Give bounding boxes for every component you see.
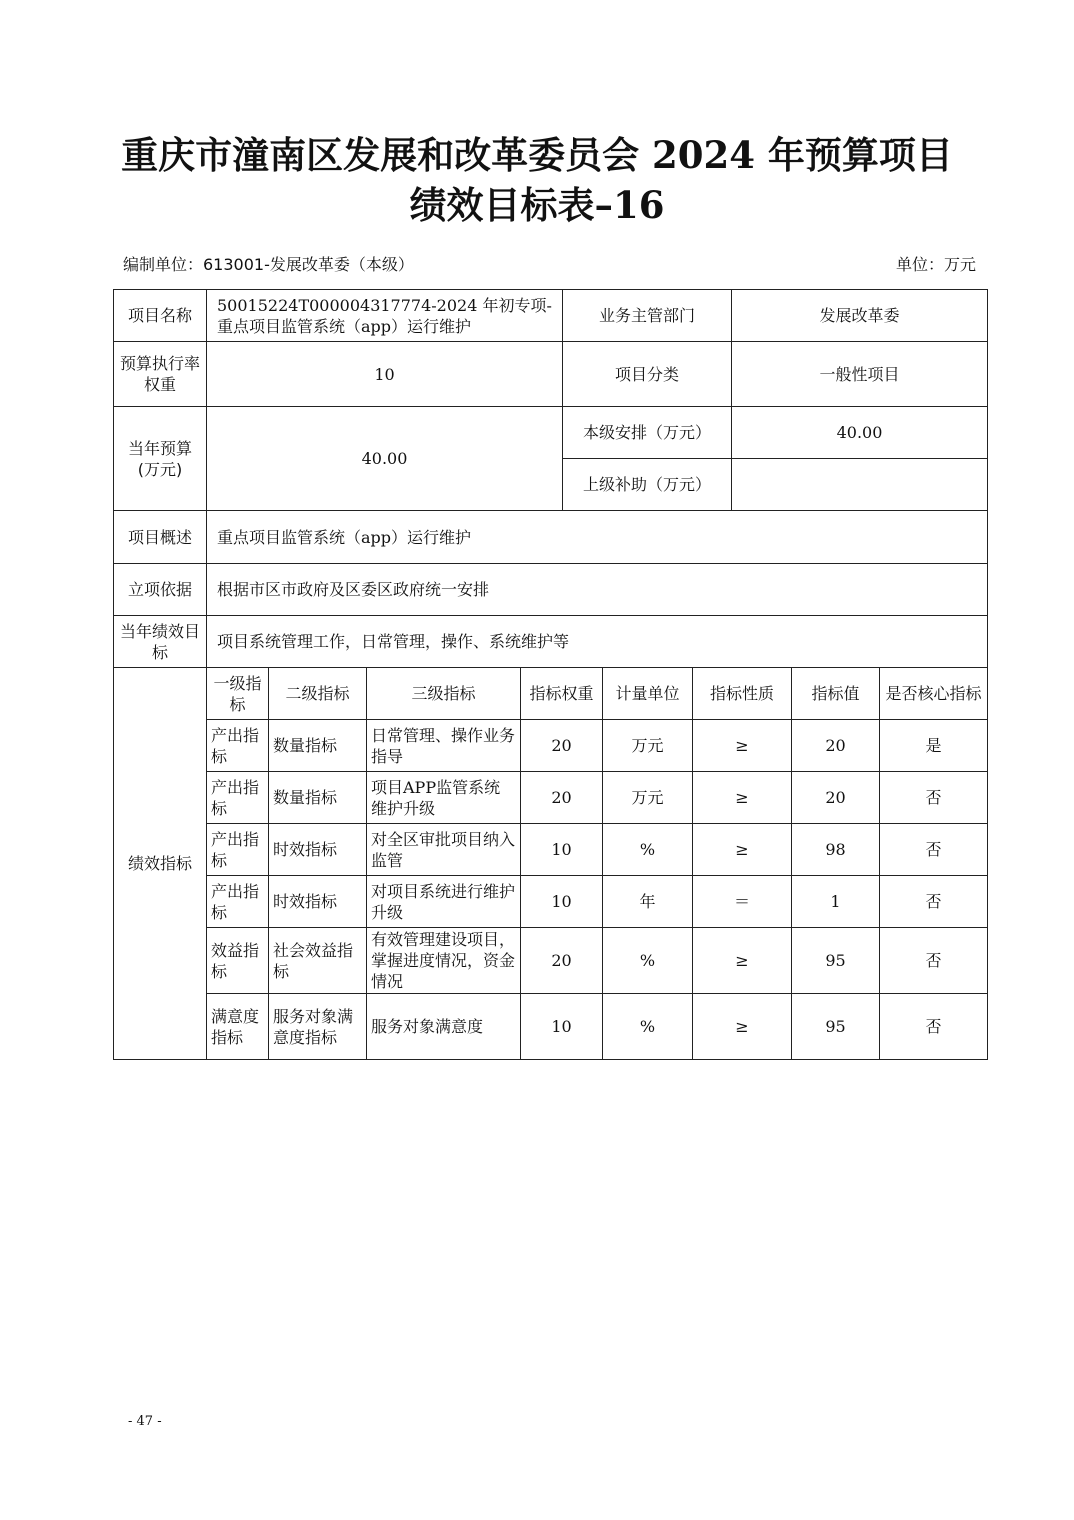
indicator-cell: % [603, 928, 693, 994]
indicator-cell: 95 [792, 994, 880, 1060]
indicator-row [114, 720, 988, 772]
category-value: 一般性项目 [732, 342, 988, 407]
indicator-section-label: 绩效指标 [114, 668, 207, 1060]
header-cell: 二级指标 [269, 668, 367, 720]
budget-value: 40.00 [207, 407, 563, 511]
indicator-cell: 产出指标 [207, 824, 269, 876]
header-cell: 一级指标 [207, 668, 269, 720]
indicator-cell: 20 [792, 772, 880, 824]
title-line-2: 绩效目标表–16 [409, 183, 665, 227]
org-label: 编制单位：613001-发展改革委（本级） [123, 255, 414, 274]
indicator-row [114, 876, 988, 928]
indicator-cell: 95 [792, 928, 880, 994]
indicator-cell: ＝ [693, 876, 792, 928]
indicator-cell: 是 [880, 720, 988, 772]
indicator-cell: 对项目系统进行维护升级 [367, 876, 521, 928]
header-cell: 三级指标 [367, 668, 521, 720]
indicator-cell: 年 [603, 876, 693, 928]
name-value: 50015224T000004317774-2024 年初专项-重点项目监管系统（app）运行维护 [207, 290, 563, 342]
header-cell: 指标权重 [521, 668, 603, 720]
indicator-row [114, 928, 988, 994]
basis-label: 立项依据 [114, 564, 207, 616]
indicator-cell: 服务对象满意度 [367, 994, 521, 1060]
indicator-cell: 10 [521, 824, 603, 876]
indicator-cell: 产出指标 [207, 876, 269, 928]
indicator-cell: 有效管理建设项目，掌握进度情况，资金情况 [367, 928, 521, 994]
indicator-cell: 项目APP监管系统维护升级 [367, 772, 521, 824]
indicator-cell: 效益指标 [207, 928, 269, 994]
local-value: 40.00 [732, 407, 988, 459]
indicator-cell: 时效指标 [269, 876, 367, 928]
goal-label: 当年绩效目标 [114, 616, 207, 668]
indicator-cell: ≥ [693, 994, 792, 1060]
indicator-cell: 否 [880, 928, 988, 994]
indicator-cell: 产出指标 [207, 720, 269, 772]
indicator-cell: ≥ [693, 772, 792, 824]
indicator-cell: 20 [521, 720, 603, 772]
upper-label: 上级补助（万元） [563, 459, 732, 511]
dept-value: 发展改革委 [732, 290, 988, 342]
header-cell: 是否核心指标 [880, 668, 988, 720]
header-cell: 指标值 [792, 668, 880, 720]
indicator-row [114, 994, 988, 1060]
indicator-cell: ≥ [693, 720, 792, 772]
document-title [0, 130, 1074, 230]
indicator-cell: 数量指标 [269, 772, 367, 824]
overview-label: 项目概述 [114, 511, 207, 564]
project-info-table [113, 289, 988, 668]
indicator-cell: 否 [880, 772, 988, 824]
indicator-cell: ≥ [693, 824, 792, 876]
indicator-cell: 否 [880, 876, 988, 928]
upper-value [732, 459, 988, 511]
indicator-cell: 时效指标 [269, 824, 367, 876]
indicator-cell: 满意度指标 [207, 994, 269, 1060]
indicator-row [114, 772, 988, 824]
indicator-table [113, 667, 988, 1060]
indicator-cell: 万元 [603, 720, 693, 772]
header-cell: 指标性质 [693, 668, 792, 720]
indicator-cell: 10 [521, 994, 603, 1060]
indicator-cell: 社会效益指标 [269, 928, 367, 994]
indicator-cell: 万元 [603, 772, 693, 824]
indicator-cell: 产出指标 [207, 772, 269, 824]
overview-value: 重点项目监管系统（app）运行维护 [207, 511, 988, 564]
title-line-1: 重庆市潼南区发展和改革委员会 2024 年预算项目 [121, 133, 953, 177]
indicator-cell: % [603, 994, 693, 1060]
indicator-row [114, 824, 988, 876]
page-number: - 47 - [128, 1414, 162, 1429]
name-label: 项目名称 [114, 290, 207, 342]
indicator-cell: 否 [880, 824, 988, 876]
indicator-cell: 20 [521, 772, 603, 824]
indicator-cell: ≥ [693, 928, 792, 994]
indicator-cell: 98 [792, 824, 880, 876]
goal-value: 项目系统管理工作，日常管理，操作、系统维护等 [207, 616, 988, 668]
indicator-cell: 20 [521, 928, 603, 994]
indicator-cell: 对全区审批项目纳入监管 [367, 824, 521, 876]
indicator-cell: 1 [792, 876, 880, 928]
indicator-cell: 数量指标 [269, 720, 367, 772]
indicator-cell: 否 [880, 994, 988, 1060]
dept-label: 业务主管部门 [563, 290, 732, 342]
indicator-cell: 日常管理、操作业务指导 [367, 720, 521, 772]
local-label: 本级安排（万元） [563, 407, 732, 459]
indicator-header-row [114, 668, 988, 720]
basis-value: 根据市区市政府及区委区政府统一安排 [207, 564, 988, 616]
indicator-cell: 服务对象满意度指标 [269, 994, 367, 1060]
budget-label: 当年预算(万元) [114, 407, 207, 511]
weight-value: 10 [207, 342, 563, 407]
unit-label: 单位：万元 [895, 255, 976, 274]
indicator-cell: 10 [521, 876, 603, 928]
header-cell: 计量单位 [603, 668, 693, 720]
category-label: 项目分类 [563, 342, 732, 407]
weight-label: 预算执行率权重 [114, 342, 207, 407]
indicator-cell: 20 [792, 720, 880, 772]
indicator-cell: % [603, 824, 693, 876]
